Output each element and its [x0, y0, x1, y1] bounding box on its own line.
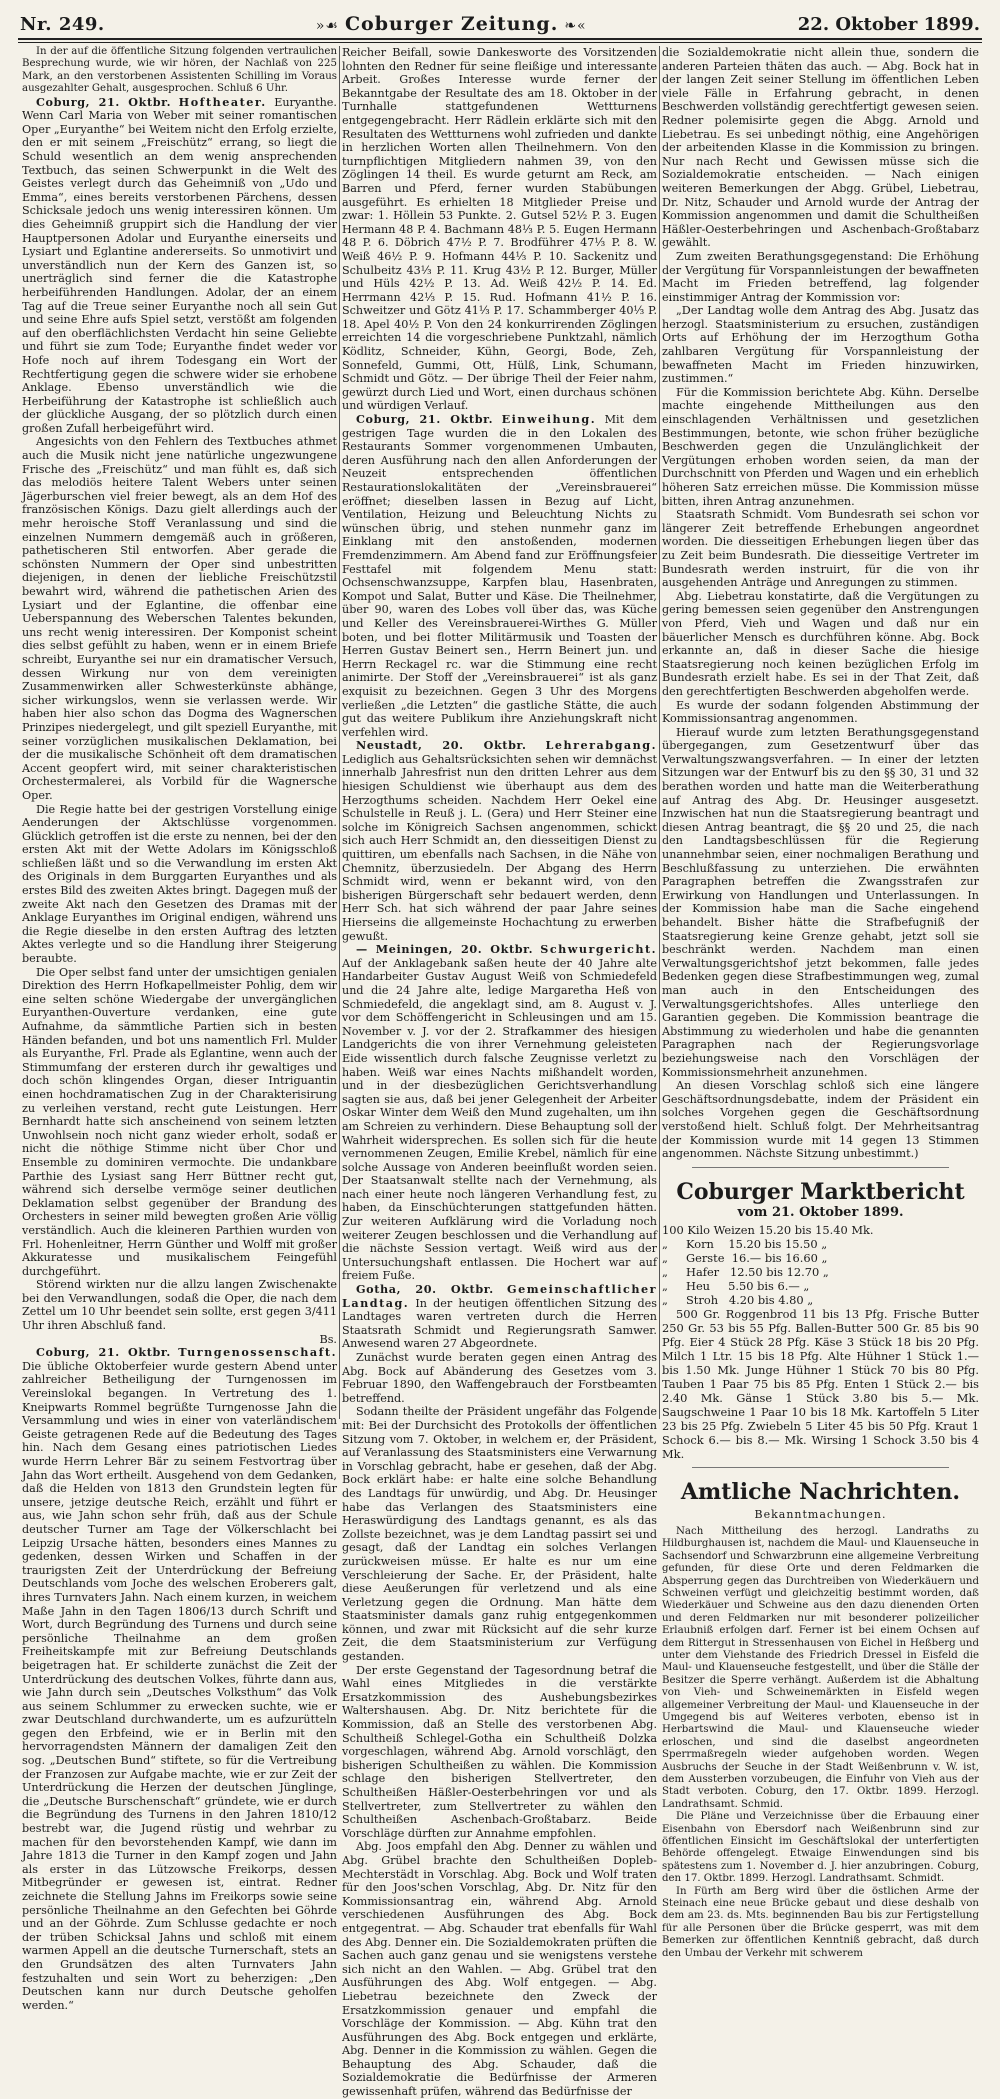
market-row-text: „ Stroh 4.20 bis 4.80 „ — [662, 1293, 814, 1308]
article-paragraph: In Fürth am Berg wird über die östlichen Arme der Steinach eine neue Brücke gebaut und diese deshalb von dem am 23. ds. Mts. beginnenden Bau bis zur Fertigstellung für alle Personen über die Brücke gesperrt, was mit dem Bemerken zur öffentlichen Kenntniß gebracht, daß durch den Umbau der Verkehr mit schwerem — [662, 1885, 979, 1959]
article-paragraph: „Der Landtag wolle dem Antrag des Abg. Jusatz das herzogl. Staatsministerium zu ersuchen, zuständigen Orts auf Erhöhung der im Herzogthum Gotha zahlbaren Vergütung für Vorspannleistung der bewaffneten Macht im Frieden hinzuwirken, zustimmen.“ — [662, 304, 979, 386]
article-text: Euryanthe. Wenn Carl Maria von Weber mit seiner romantischen Oper „Euryanthe“ bei Weitem nicht den Erfolg erzielte, den er mit seinem „Freischütz“ errang, so liegt die Schuld wesentlich an dem wenig ansprechenden Textbuch, das seinen Schwerpunkt in die Welt des Geistes verlegt durch das Geheimniß von „Udo und Emma“, eines bereits verstorbenen Pärchens, dessen Schicksale jedoch uns wenig interessiren können. Um dies Geheimniß gruppirt sich die Handlung der vier Hauptpersonen Adolar und Euryanthe einerseits und Lysiart und Eglantine andererseits. So unmotivirt und unverständlich nun der Kern des Ganzen ist, so unerträglich sind ferner die die Katastrophe herbeiführenden Handlungen. Adolar, der an einem Tag auf die Treue seiner Euryanthe noch all sein Gut und seine Ehre aufs Spiel setzt, verstößt am folgenden auf den oberflächlichsten Verdacht hin seine Geliebte und führt sie zum Tode; Euryanthe findet weder vor Hofe noch auf ihrem Todesgang ein Wort der Rechtfertigung gegen die schwere wider sie erhobene Anklage. Ebenso unverständlich wie die Herbeiführung der Katastrophe ist schließlich auch der glückliche Ausgang, der so plötzlich durch einen großen Zufall herbeigeführt wird. — [22, 95, 337, 435]
article-paragraph — [342, 1283, 657, 1351]
article-paragraph: Hierauf wurde zum letzten Berathungsgegenstand übergegangen, zum Gesetzentwurf über das Verwaltungszwangsverfahren. — In einer der letzten Sitzungen war der Entwurf bis zu den §§ 30, 31 und 32 berathen worden und hatte man die Weiterberathung auf Antrag des Abg. Dr. Heusinger ausgesetzt. Inzwischen hat nun die Staatsregierung beantragt und diesen Antrag beantragt, die §§ 20 und 25, die nach den Landtagsbeschlüssen für die Regierung unannehmbar seien, einer nochmaligen Berathung und Beschlußfassung zu unterziehen. Die erwähnten Paragraphen betreffen die Zwangsstrafen zur Erwirkung von Handlungen und Unterlassungen. In der Kommission habe man die Sache eingehend behandelt. Bisher hätte die Strafbefugniß der Staatsregierung keine Grenze gehabt, jetzt soll sie beschränkt werden. Nachdem man einen Verwaltungsgerichtshof jetzt bekommen, falle jedes Bedenken gegen diese Strafbestimmungen weg, zumal man auch in den Entscheidungen des Verwaltungsgerichtshofes. Alles unterliege den Garantien gegeben. Die Kommission beantrage die Abstimmung zu wiederholen und habe die genannten Paragraphen nach der Regierungsvorlage beziehungsweise nach den Vorschlägen der Kommissionsmehrheit anzunehmen. — [662, 725, 979, 1079]
article-dateline: Coburg, 21. Oktbr. — [36, 94, 172, 109]
market-row — [662, 1293, 979, 1307]
article-heading: Einweihung. — [501, 412, 597, 427]
article-dateline: Neustadt, 20. Oktbr. — [356, 738, 527, 753]
market-report-date: vom 21. Oktober 1899. — [737, 1204, 904, 1220]
article-paragraph: Die Oper selbst fand unter der umsichtigen genialen Direktion des Herrn Hofkapellmeister Pohlig, dem wir eine selten schöne Wiedergabe der unvergänglichen Euryanthen-Ouverture verdanken, eine gute Aufnahme, da sämmtliche Partien sich in besten Händen befanden, und bot uns namentlich Frl. Mulder als Euryanthe, Frl. Prade als Eglantine, wenn auch der Stimmumfang der ersteren durch ihr gewaltiges und doch schön klingendes Organ, dieser Intriguantin einen hochdramatischen Zug in der Charakterisirung zu verleihen verstand, recht gute Leistungen. Herr Bernhardt hatte sich anscheinend von seinem letzten Unwohlsein noch nicht ganz wieder erholt, sodaß er nicht die nöthige Stimme nicht über Chor und Ensemble zu dominiren vermochte. Die undankbare Parthie des Lysiast sang Herr Büttner recht gut, während sich derselbe vermöge seiner deutlichen Deklamation selbst gegenüber der Brandung des Orchesters in seiner mild bewegten großen Arie völlig verständlich. Auch die kleineren Parthien wurden von Frl. Hohenleitner, Herrn Günther und Wolff mit großer Akkuratesse und musikalischem Feingefühl durchgeführt. — [22, 965, 337, 1278]
newspaper-title-text: Coburger Zeitung. — [344, 13, 559, 35]
article-paragraph: Zum zweiten Berathungsgegenstand: Die Erhöhung der Vergütung für Vorspannleistungen der bewaffneten Macht im Frieden betreffend, lag folgender einstimmiger Antrag der Kommission vor: — [662, 249, 979, 304]
article-dateline: — Meiningen, 20. Oktbr. — [356, 942, 534, 957]
market-row — [662, 1265, 979, 1279]
issue-date: 22. Oktober 1899. — [797, 13, 980, 35]
article-paragraph: An diesen Vorschlag schloß sich eine längere Geschäftsordnungsdebatte, indem der Präsident ein solches Vorgehen gegen die Geschäftsordnung verstoßend hielt. Schluß folgt. Der Mehrheitsantrag der Kommission wurde mit 14 gegen 13 Stimmen angenommen. Nächste Sitzung unbestimmt.) — [662, 1079, 979, 1161]
market-row — [662, 1251, 979, 1265]
market-row — [662, 1279, 979, 1293]
market-row-text: „ Gerste 16.— bis 16.60 „ — [662, 1251, 828, 1266]
ornament-left-icon: »☙ — [315, 18, 339, 34]
market-row — [662, 1237, 979, 1251]
article-paragraph: Es wurde der sodann folgenden Abstimmung der Kommissionsantrag angenommen. — [662, 698, 979, 726]
article-paragraph: Die Regie hatte bei der gestrigen Vorstellung einige Aenderungen der Aktschlüsse vorgenommen. Glücklich getroffen ist die erste zu nennen, bei der den ersten Akt mit der Wette Adolars im Königsschloß schließen läßt und so die Verwandlung im ersten Akt des Originals in dem Burggarten Euryanthes und als erstes Bild des zweiten Aktes bringt. Dagegen muß der zweite Akt nach den Gesetzen des Dramas mit der Anklage Euryanthes im Original endigen, während uns die Regie dieselbe in den ersten Auftrag des letzten Aktes verlegte und so die Handlung ihrer Steigerung beraubte. — [22, 802, 337, 966]
market-report — [662, 1223, 979, 1461]
header-rule — [18, 38, 982, 40]
article-dateline: Coburg, 21. Oktbr. — [356, 412, 494, 427]
article-paragraph — [342, 413, 657, 739]
column-3 — [662, 46, 979, 1959]
article-heading: Lehrerabgang. — [545, 738, 657, 753]
article-paragraph: Angesichts von den Fehlern des Textbuches athmet auch die Musik nicht jene natürliche ungezwungene Frische des „Freischütz“ und man fühlt es, daß sich das melodiös heitere Talent Webers unter seinen Jägerburschen viel freier bewegt, als an dem Hof des französischen Königs. Dazu gielt allerdings auch der mehr heroische Stoff Veranlassung und sind die einzelnen Nummern demgemäß auch in größeren, pathetischeren Stil entworfen. Aber gerade die schönsten Nummern der Oper sind unbestritten diejenigen, in denen der liebliche Freischützstil bewahrt wird, während die pathetischen Arien des Lysiart und der Eglantine, die offenbar eine Ueberspannung des Weberschen Talentes bekunden, uns recht wenig interessiren. Der Komponist scheint dies selbst gefühlt zu haben, wenn er in einem Briefe schreibt, Euryanthe sei nur ein dramatischer Versuch, dessen Wirkung nur von dem vereinigten Zusammenwirken aller Schwesterkünste abhänge, sicher wirkungslos, wenn sie verlassen werde. Wir haben hier also schon das Dogma des Wagnerschen Prinzipes niedergelegt, und gilt speziell Euryanthe, mit seiner vorzüglichen musikalischen Deklamation, bei der die musikalische Schönheit oft dem dramatischen Accent geopfert wird, mit seiner charakteristischen Orchestermalerei, als Vorbild für die Wagnersche Oper. — [22, 435, 337, 802]
article-paragraph: In der auf die öffentliche Sitzung folgenden vertraulichen Besprechung wurde, wie wir hören, der Nachlaß von 225 Mark, an den verstorbenen Assistenten Schilling im Voraus ausgezahlter Gehalt, ausgesprochen. Schluß 6 Uhr. — [22, 46, 337, 95]
article-text: Mit dem gestrigen Tage wurden die in den Lokalen des Restaurants Sommer vorgenommenen Umbauten, deren Ausführung nach den allen Anforderungen der Neuzeit entsprechenden öffentlichen Restaurationslokalitäten der „Vereinsbrauerei“ eröffnet; dieselben lassen in Bezug auf Licht, Ventilation, Heizung und Beleuchtung Nichts zu wünschen übrig, und stehen nunmehr ganz im Einklang mit den anstoßenden, modernen Fremdenzimmern. Am Abend fand zur Eröffnungsfeier Festtafel mit folgendem Menu statt: Ochsenschwanzsuppe, Karpfen blau, Hasenbraten, Kompot und Salat, Butter und Käse. Die Theilnehmer, über 90, waren des Lobes voll über das, was Küche und Keller des Vereinsbrauerei-Wirthes G. Müller boten, und bei flotter Militärmusik und Toasten der Herren Gustav Beinert sen., Herrn Beinert jun. und Herrn Reckagel rc. war die Stimmung eine recht animirte. Der Stoff der „Vereinsbrauerei“ ist als ganz exquisit zu bezeichnen. Gegen 3 Uhr des Morgens verließen „die Letzten“ die gastliche Stätte, die auch gut das weitere Publikum ihre Anziehungskraft nicht verfehlen wird. — [342, 413, 657, 739]
article-text: Lediglich aus Gehaltsrücksichten sehen wir demnächst innerhalb Jahresfrist nun den dritten Lehrer aus dem hiesigen Schuldienst wie überhaupt aus dem des Herzogthums scheiden. Nachdem Herr Oekel eine Schulstelle in Reuß j. L. (Gera) und Herr Steiner eine solche im Königreich Sachsen angenommen, schickt sich auch Herr Schmidt an, den diesseitigen Dienst zu quittiren, um ebenfalls nach Sachsen, in die Nähe von Chemnitz, überzusiedeln. Der Abgang des Herrn Schmidt wird, wenn er bekannt wird, von den bisherigen Bürgerschaft sehr bedauert werden, denn Herr Sch. hat sich während der paar Jahre seines Hierseins die allgemeinste Hochachtung zu erwerben gewußt. — [342, 752, 657, 943]
article-heading: Hoftheater. — [178, 94, 267, 109]
section-divider — [692, 1167, 949, 1168]
market-paragraph: 500 Gr. Roggenbrod 11 bis 13 Pfg. Frische Butter 250 Gr. 53 bis 55 Pfg. Ballen-Butter 500 Gr. 85 bis 90 Pfg. Eier 4 Stück 28 Pfg. Käse 3 Stück 18 bis 20 Pfg. Milch 1 Ltr. 15 bis 18 Pfg. Alte Hühner 1 Stück 1.— bis 1.50 Mk. Junge Hühner 1 Stück 70 bis 80 Pfg. Tauben 1 Paar 75 bis 85 Pfg. Enten 1 Stück 2.— bis 2.40 Mk. Gänse 1 Stück 3.80 bis 5.— Mk. Saugschweine 1 Paar 10 bis 18 Mk. Kartoffeln 5 Liter 23 bis 25 Pfg. Zwiebeln 5 Liter 45 bis 50 Pfg. Kraut 1 Schock 6.— bis 8.— Mk. Wirsing 1 Schock 3.50 bis 4 Mk. — [662, 1307, 979, 1462]
article-paragraph: Störend wirkten nur die allzu langen Zwischenakte bei den Verwandlungen, sodaß die Oper, die nach dem Zettel um 10 Uhr beendet sein sollte, erst gegen 3/411 Uhr ihren Abschluß fand. — [22, 1278, 337, 1333]
ornament-right-icon: ❧« — [564, 18, 587, 34]
article-paragraph: Abg. Liebetrau konstatirte, daß die Vergütungen zu gering bemessen seien gegenüber den Anstrengungen von Pferd, Vieh und Wagen und daß nur ein bäuerlicher Mensch es durchführen könne. Abg. Bock erkannte an, daß in dieser Sache die hiesige Staatsregierung noch keinen bezüglichen Erfolg im Bundesrath erzielt habe. Es sei in der That Zeit, daß den gerechtfertigten Beschwerden abgeholfen werde. — [662, 589, 979, 698]
issue-number: Nr. 249. — [20, 13, 105, 35]
article-paragraph — [22, 1346, 337, 2012]
article-paragraph: Nach Mittheilung des herzogl. Landraths zu Hildburghausen ist, nachdem die Maul- und Klauenseuche in Sachsendorf und Schwarzbrunn eine allgemeine Verbreitung gefunden, für diese Orte und deren Feldmarken die Absperrung gegen das Durchtreiben von Wiederkäuern und Schweinen verfügt und gleichzeitig bestimmt worden, daß Wiederkäuer und Schweine aus den dazu dienenden Orten und deren Feldmarken nur mit besonderer polizeilicher Erlaubniß erfolgen darf. Ferner ist bei einem Ochsen auf dem Rittergut in Stressenhausen von Eichel in Heßberg und unter dem Viehstande des Friedrich Dressel in Eisfeld die Maul- und Klauenseuche festgestellt, und über die Ställe der Besitzer die Sperre verhängt. Außerdem ist die Abhaltung von Vieh- und Schweinemärkten in Eisfeld wegen allgemeiner Verbreitung der Maul- und Klauenseuche in der Umgegend bis auf Weiteres verboten, ebenso ist in Herbartswind die Maul- und Klauenseuche wieder erloschen, und sind die daselbst angeordneten Sperrmaßregeln wieder aufgehoben worden. Wegen Ausbruchs der Seuche in der Stadt Weißenbrunn v. W. ist, dem Aussterben vorzubeugen, die Einfuhr von Vieh aus der Stadt verboten. Coburg, den 17. Oktbr. 1899. Herzogl. Landrathsamt. Schmid. — [662, 1525, 979, 1810]
market-row-text: „ Heu 5.50 bis 6.— „ — [662, 1279, 810, 1294]
column-divider — [339, 46, 340, 1419]
market-row-text: „ Korn 15.20 bis 15.50 „ — [662, 1237, 828, 1252]
market-row-text: 100 Kilo Weizen 15.20 bis 15.40 Mk. — [662, 1223, 874, 1238]
article-text: Auf der Anklagebank saßen heute der 40 Jahre alte Handarbeiter Gustav August Weiß von Schmiedefeld und die 24 Jahre alte, ledige Margaretha Heß von Schmiedefeld, die angeklagt sind, am 8. August v. J. vor dem Schöffengericht in Schleusingen und am 15. November v. J. vor der 2. Strafkammer des hiesigen Landgerichts die von ihrer Vernehmung geleisteten Eide wissentlich durch falsche Zeugnisse verletzt zu haben. Weiß war eines Nachts mißhandelt worden, und in der diesbezüglichen Gerichtsverhandlung sagten sie aus, daß bei jener Gelegenheit der Arbeiter Oskar Winter dem Weiß den Mund zugehalten, um ihn am Schreien zu verhindern. Diese Behauptung soll der Wahrheit widersprechen. Es sollen sich für die heute vernommenen Zeugen, Emilie Krebel, nämlich für eine solche Aussage von Anderen beeinflußt worden seien. Der Staatsanwalt stellte nach der Vernehmung, als nach einer heute noch längeren Verhandlung fest, zu haben, da Einschüchterungen stattgefunden hätten. Zur weiteren Aufklärung wird die Vorladung noch weiterer Zeugen beschlossen und die Verhandlung auf die nächste Session vertagt. Weiß wird aus der Untersuchungshaft entlassen. Die Hochert war auf freiem Fuße. — [342, 956, 657, 1283]
author-signature: Bs. — [319, 1332, 337, 1346]
market-row — [662, 1223, 979, 1237]
article-paragraph: Für die Kommission berichtete Abg. Kühn. Derselbe machte eingehende Mittheilungen aus den einschlagenden Verhältnissen und gesetzlichen Bestimmungen, betonte, wie schon früher bezügliche Beschwerden gegen die Unzulänglichkeit der Vergütungen erhoben worden seien, da man der Durchschnitt von Pferden und Wagen und ein erheblich höheren Satz erreichen müsse. Die Kommission müsse bitten, ihren Antrag anzunehmen. — [662, 385, 979, 508]
official-news-title: Amtliche Nachrichten. — [680, 1479, 961, 1506]
masthead — [20, 10, 980, 38]
section-divider — [692, 1467, 949, 1468]
article-paragraph: Abg. Joos empfahl den Abg. Denner zu wählen und Abg. Grübel brachte den Schultheißen Dopleb-Mechterstädt in Vorschlag. Abg. Bock und Wolf traten für den Joos'schen Vorschlag, Abg. Dr. Nitz für den Kommissionsantrag ein, während Abg. Arnold verschiedenen Ausführungen des Abg. Bock entgegentrat. — Abg. Schauder trat ebenfalls für Wahl des Abg. Denner ein. Die Sozialdemokraten prüften die Sachen auch ganz genau und sie wenigstens verstehe sich nicht an den Wahlen. — Abg. Grübel trat den Ausführungen des Abg. Wolf entgegen. — Abg. Liebetrau bezeichnete den Zweck der Ersatzkommission genauer und empfahl die Vorschläge der Kommission. — Abg. Kühn trat den Ausführungen des Abg. Bock entgegen und erklärte, Abg. Denner in die Kommission zu wählen. Gegen die Behauptung des Abg. Schauder, daß die Sozialdemokratie die Bedürfnisse der Armeren gewissenhaft prüfen, während das Bedürfnisse der — [342, 1840, 657, 2099]
article-heading: Gemeinschaftlicher Landtag. — [342, 1282, 657, 1310]
article-paragraph: Die Pläne und Verzeichnisse über die Erbauung einer Eisenbahn von Ebersdorf nach Weißenbrunn sind zur öffentlichen Einsicht im Geschäftslokal der unterfertigten Behörde offengelegt. Etwaige Einwendungen sind bis spätestens zum 1. November d. J. hier anzubringen. Coburg, den 17. Oktbr. 1899. Herzogl. Landrathsamt. Schmidt. — [662, 1811, 979, 1885]
article-dateline: Coburg, 21. Oktbr. — [36, 1345, 171, 1360]
column-1 — [22, 46, 337, 2012]
article-paragraph: Der erste Gegenstand der Tagesordnung betraf die Wahl eines Mitgliedes in die verstärkte Ersatzkommission des Aushebungsbezirkes Waltershausen. Abg. Dr. Nitz berichtete für die Kommission, daß an Stelle des verstorbenen Abg. Schultheiß Schlegel-Gotha ein Schultheiß Dolzka vorgeschlagen, während Abg. Arnold vorschlägt, den bisherigen Schultheißen zu wählen. Die Kommission schlage den bisherigen Stellvertreter, den Schultheißen Häßler-Oesterbehringen vor und als Stellvertreter, zum Stellvertreter zu wählen den Schultheißen Aschenbach-Großtabarz. Beide Vorschläge dürften zur Annahme empfohlen. — [342, 1663, 657, 1840]
article-paragraph — [342, 739, 657, 943]
official-news-subtitle: Bekanntmachungen. — [754, 1508, 887, 1522]
header-rule-thin — [18, 42, 982, 43]
article-paragraph — [342, 943, 657, 1283]
article-heading: Turngenossenschaft. — [178, 1345, 337, 1360]
market-report-title: Coburger Marktbericht — [676, 1178, 965, 1205]
article-text: In der heutigen öffentlichen Sitzung des Landtages waren vertreten durch die Herren Staatsrath Schmidt und Regierungsrath Samwer. Anwesend waren 27 Abgeordnete. — [342, 1296, 657, 1351]
newspaper-title — [310, 13, 593, 35]
column-divider — [659, 46, 660, 1419]
article-paragraph: die Sozialdemokratie nicht allein thue, sondern die anderen Parteien thäten das auch. — Abg. Bock hat in der langen Zeit seiner Stellung im öffentlichen Leben viele Fälle in Erfahrung gebracht, in denen Beschwerden vollständig gerechtfertigt gewesen seien. Redner polemisirte gegen die Abgg. Arnold und Liebetrau. Es sei unbedingt nöthig, eine Angehörigen der arbeitenden Klasse in die Kommission zu bringen. Nur nach Recht und Gewissen müsse sich die Sozialdemokratie entscheiden. — Nach einigen weiteren Bemerkungen der Abgg. Grübel, Liebetrau, Dr. Nitz, Schauder und Arnold wurde der Antrag der Kommission angenommen und damit die Schultheißen Häßler-Oesterbehringen und Aschenbach-Großtabarz gewählt. — [662, 46, 979, 250]
article-dateline: Gotha, 20. Oktbr. — [356, 1282, 494, 1297]
article-paragraph: Sodann theilte der Präsident ungefähr das Folgende mit: Bei der Durchsicht des Protokolls der öffentlichen Sitzung vom 7. Oktober, in welchem er, der Präsident, auf Veranlassung des Staatsministers eine Verwarnung in Vorschlag gebracht, habe er gesehen, daß der Abg. Bock erklärt habe: er halte eine solche Behandlung des Landtags für unwürdig, und Abg. Dr. Heusinger habe das Verlangen des Staatsministers eine Heraswürdigung des Landtags genannt, es als das Zollste bezeichnet, was je dem Landtag passirt sei und gesagt, daß der Landtag ein solches Verlangen zurückweisen müsse. Er halte es nur um eine Verschleierung der Sache. Er, der Präsident, halte diese Aeußerungen für verletzend und als eine Verletzung gegen die Ordnung. Man hätte dem Staatsminister damals ganz ruhig entgegenkommen können, und zwar mit Rücksicht auf die sehr kurze Zeit, die dem Staatsministerium zur Verfügung gestanden. — [342, 1405, 657, 1664]
article-text: Die übliche Oktoberfeier wurde gestern Abend unter zahlreicher Betheiligung der Turngenossen im Vereinslokal begangen. In Vertretung des 1. Kneipwarts Rommel begrüßte Turngenosse Jahn die Versammlung und wies in einer von vaterländischem Geiste getragenen Rede auf die Bedeutung des Tages hin. Nach dem Gesang eines patriotischen Liedes wurde Herrn Lehrer Bär zu seinem Festvortrag über Jahn das Wort ertheilt. Ausgehend von dem Gedanken, daß die Helden von 1813 den Grundstein legten für unsere, jetzige deutsche Reich, erzählt und führt er aus, wie Jahn schon sehr früh, daß aus der Schule deutscher Turner am Tage der Völkerschlacht bei Leipzig Ursache hätten, besonders eines Mannes zu gedenken, dessen Wirken und Schaffen in der traurigsten Zeit der Unterdrückung der Befreiung Deutschlands vom Joche des welschen Eroberers galt, ihres Turnvaters Jahn. Nach einem kurzen, in weichem Maße Jahn in den Tagen 1806/13 durch Schrift und Wort, durch Begründung des Turnens und durch seine persönliche Theilnahme an dem großen Freiheitskampfe mit zur Befreiung Deutschlands beigetragen hat. Er schilderte zunächst die Zeit der Unterdrückung des deutschen Volkes, führte dann aus, wie Jahn durch sein „Deutsches Volksthum“ das Volk aus seinem Schlummer zu erwecken suchte, wie er zwar Deutschland durchwanderte, um es aufzurütteln gegen den Erbfeind, wie er in Berlin mit den hervorragendsten Männern der damaligen Zeit den sog. „Deutschen Bund“ stiftete, so für die Vertreibung der Franzosen zur Aufgabe machte, wie er zur Zeit der Unterdrückung die Herzen der deutschen Jünglinge, die „Deutsche Burschenschaft“ gründete, wie er durch die Begründung des Turnens in den Jahren 1810/12 bestrebt war, die Jugend rüstig und wehrbar zu machen für den bevorstehenden Kampf, wie dann im Jahre 1813 die Turner in den Kampf zogen und Jahn als erster in das Lützowsche Freikorps, dessen Mitbegründer er gewesen ist, eintrat. Redner zeichnete die Stellung Jahns im Freikorps sowie seine persönliche Theilnahme an den Gefechten bei Göhrde und an der Göhrde. Zum Schlusse gedachte er noch der trüben Schicksal Jahns und schloß mit einem warmen Appell an die deutsche Turnerschaft, stets an den Grundsätzen des alten Turnvaters Jahn festzuhalten und sein Wort zu beherzigen: „Den Deutschen kann nur durch Deutsche geholfen werden.“ — [22, 1359, 337, 2012]
article-paragraph: Staatsrath Schmidt. Vom Bundesrath sei schon vor längerer Zeit betreffende Erhebungen angeordnet worden. Die diesseitigen Erhebungen liegen über das zu Zeit beim Bundesrath. Die diesseitige Vertreter im Bundesrath werden instruirt, für die von ihr ausgehenden Anträge und Anregungen zu stimmen. — [662, 508, 979, 590]
column-2 — [342, 46, 658, 2099]
article-paragraph: Zunächst wurde beraten gegen einen Antrag des Abg. Bock auf Abänderung des Gesetzes vom 3. Februar 1890, den Waffengebrauch der Forstbeamten betreffend. — [342, 1351, 657, 1405]
article-paragraph — [22, 96, 337, 436]
article-paragraph: Reicher Beifall, sowie Dankesworte des Vorsitzenden lohnten den Redner für seine fleißige und interessante Arbeit. Großes Interesse wurde ferner der Bekanntgabe der Resultate des am 18. Oktober in der Turnhalle stattgefundenen Wettturnens entgegengebracht. Herr Rädlein erklärte sich mit den Resultaten des Wettturnens wohl zufrieden und dankte in herzlichen Worten allen Theilnehmern. Von den turnpflichtigen Mitgliedern nahmen 39, von den Zöglingen 14 theil. Es wurde geturnt am Reck, am Barren und Pferd, ferner wurden Stabübungen ausgeführt. Es erhielten 18 Mitglieder Preise und zwar: 1. Höllein 53 Punkte. 2. Gutsel 52½ P. 3. Eugen Hermann 48 P. 4. Bachmann 48⅓ P. 5. Eugen Hermann 48 P. 6. Döbrich 47½ P. 7. Brodführer 47⅓ P. 8. W. Weiß 46½ P. 9. Hofmann 44⅓ P. 10. Sackenitz und Schulbeitz 43⅓ P. 11. Krug 43½ P. 12. Burger, Müller und Hüls 42½ P. 13. Ad. Weiß 42½ P. 14. Ed. Herrmann 42⅓ P. 15. Rud. Hofmann 41½ P. 16. Schweitzer und Götz 41⅓ P. 17. Schammberger 40⅓ P. 18. Apel 40½ P. Von den 24 konkurrirenden Zöglingen erreichten 14 die vorgeschriebene Punktzahl, nämlich Ködlitz, Schneider, Kühn, Georgi, Bode, Zeh, Sonnefeld, Gummi, Ott, Hülß, Link, Schumann, Schmidt und Götz. — Der übrige Theil der Feier nahm, gewürzt durch Lied und Wort, einen durchaus schönen und würdigen Verlauf. — [342, 46, 657, 413]
market-row-text: „ Hafer 12.50 bis 12.70 „ — [662, 1265, 829, 1280]
article-heading: Schwurgericht. — [540, 942, 658, 957]
